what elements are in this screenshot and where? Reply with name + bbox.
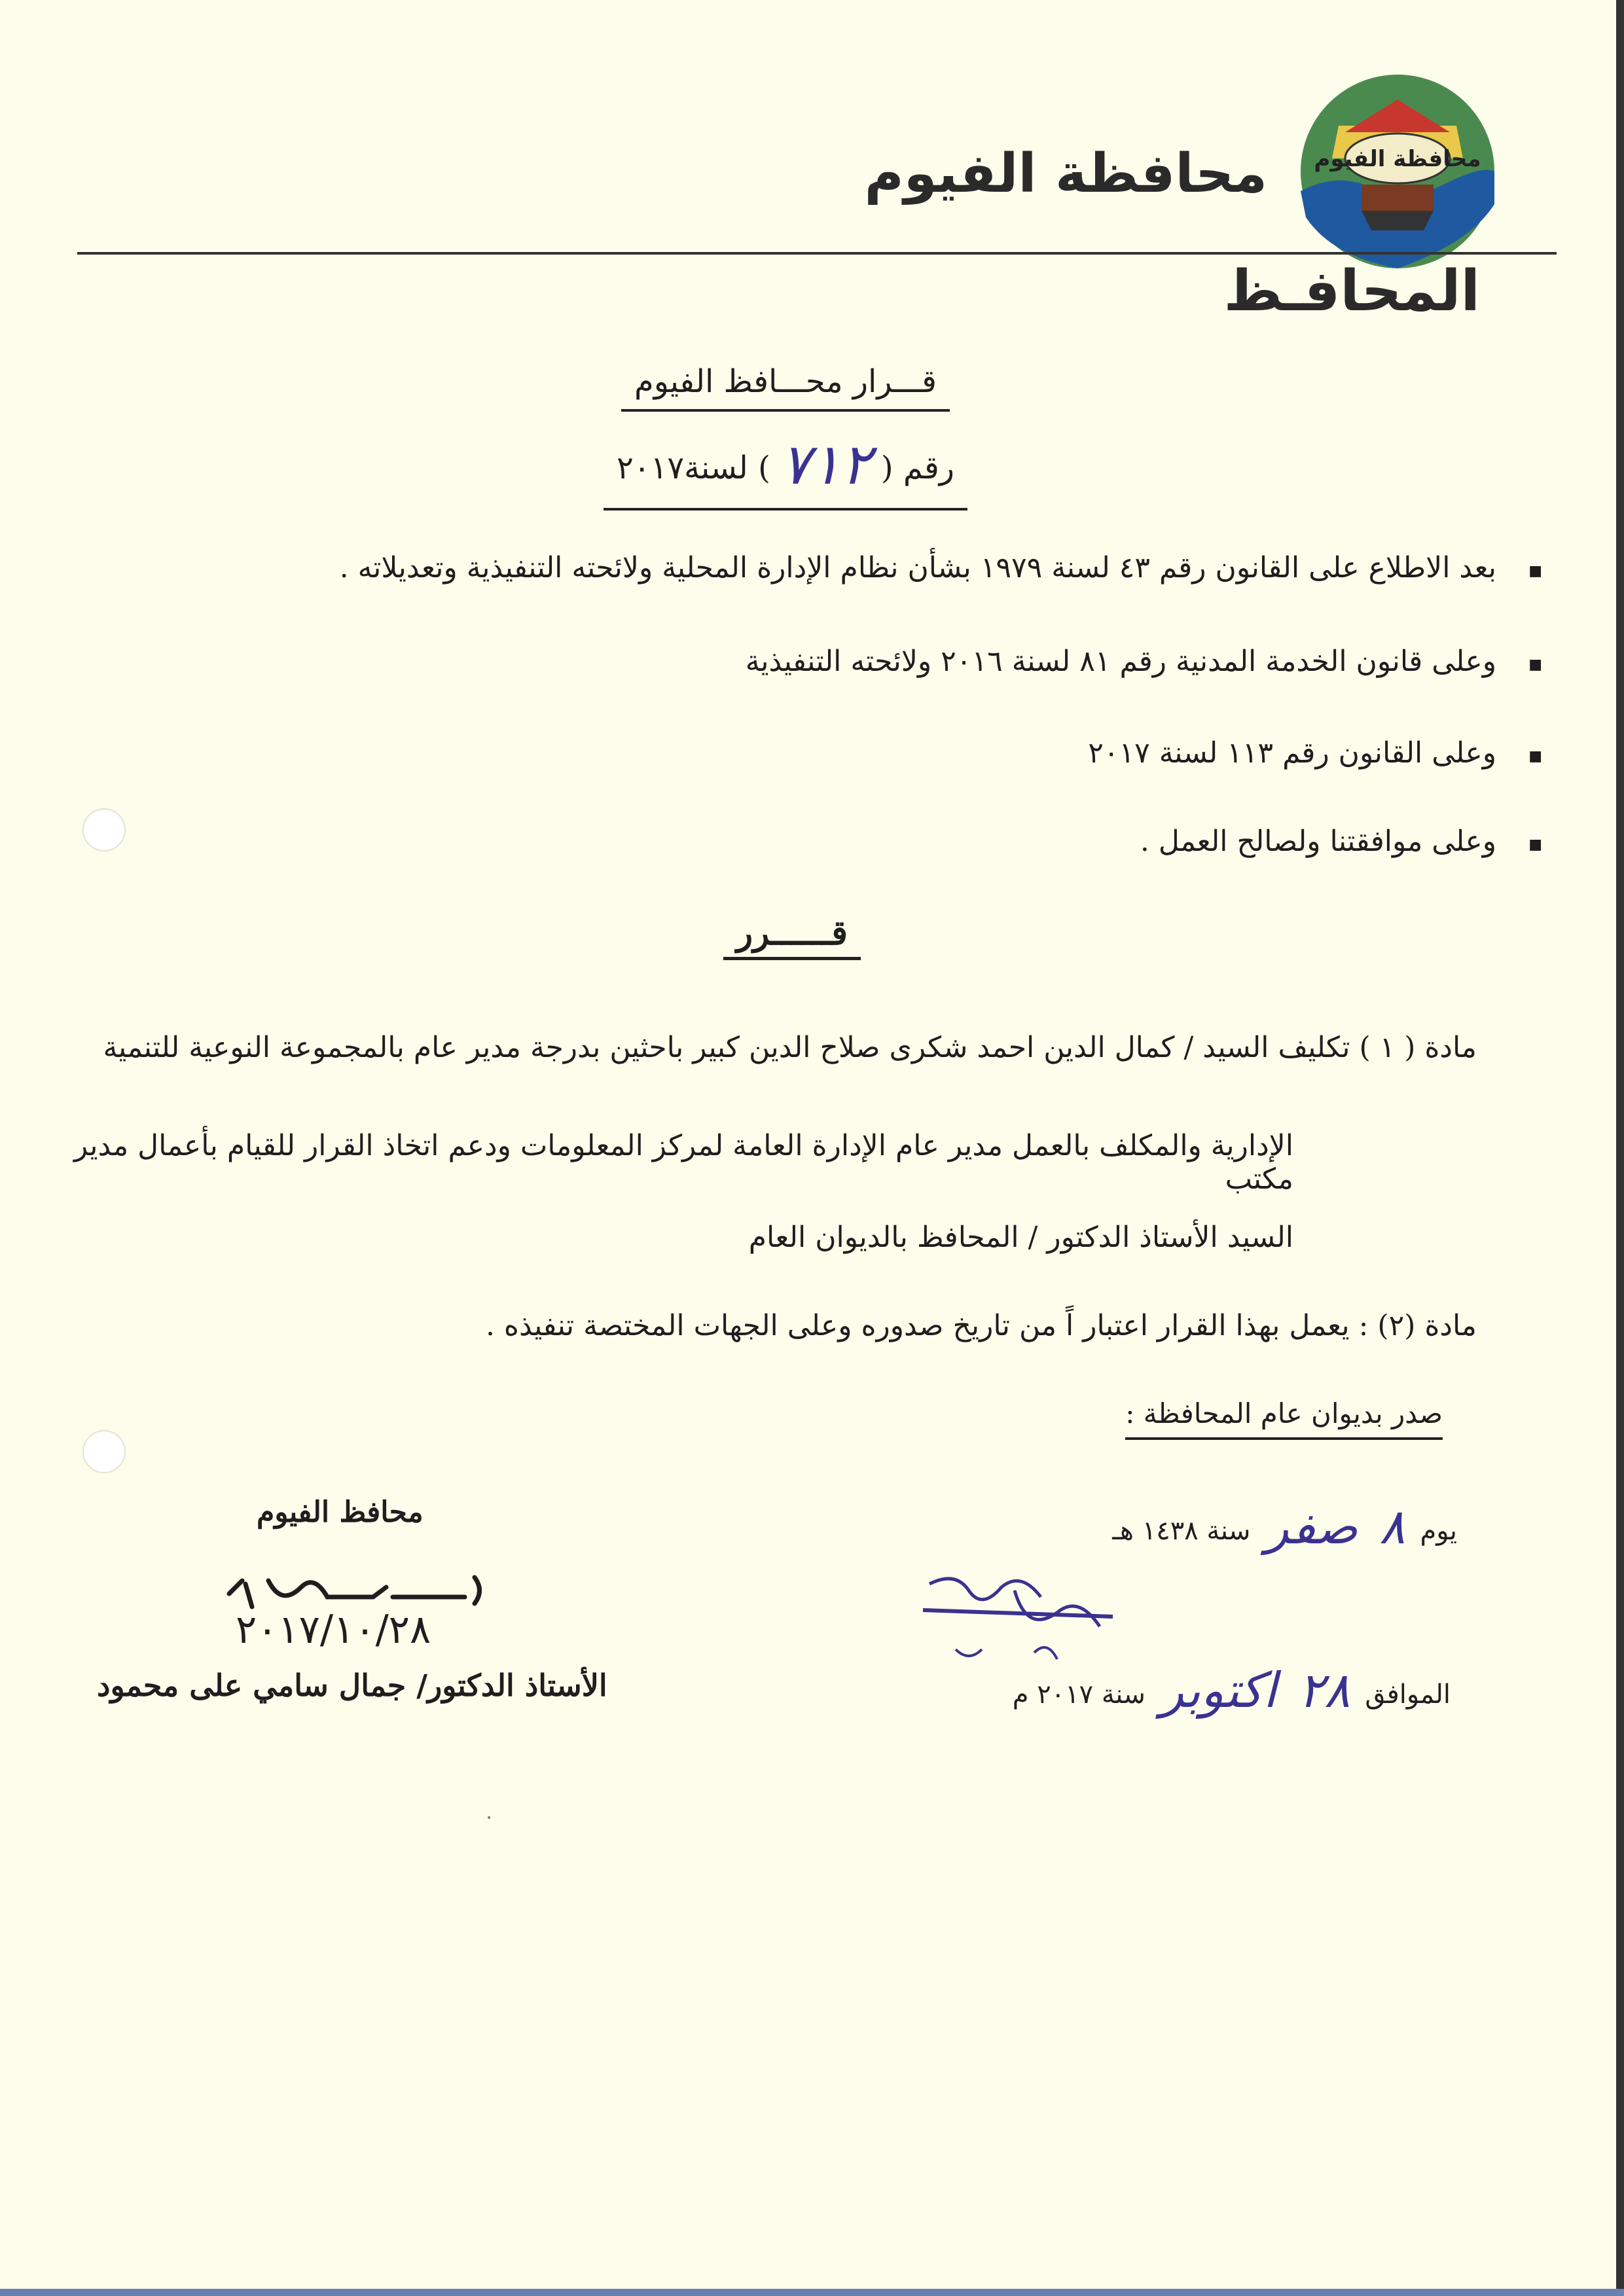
signature-date: ٢٠١٧/١٠/٢٨ <box>236 1607 431 1653</box>
article-1-line-1: مادة ( ١ ) تكليف السيد / كمال الدين احمد شكرى صلاح الدين كبير باحثين بدرجة مدير عام بالمجموعة النوعية للتنمية <box>103 1031 1477 1064</box>
signature-title: محافظ الفيوم <box>257 1496 424 1529</box>
hijri-date <box>1112 1499 1457 1555</box>
preamble-item: ■ وعلى القانون رقم ١١٣ لسنة ٢٠١٧ <box>1088 736 1496 770</box>
punch-hole <box>82 808 126 852</box>
greg-day: ٢٨ <box>1298 1662 1350 1719</box>
governor-name: الأستاذ الدكتور/ جمال سامي على محمود <box>97 1668 607 1703</box>
header-divider <box>77 252 1557 255</box>
decree-number-handwritten: ٧١٢ <box>780 432 871 497</box>
greg-label: الموافق <box>1365 1679 1451 1710</box>
decree-title <box>0 363 1571 412</box>
scan-speck <box>488 1816 490 1819</box>
hijri-day-label: يوم <box>1420 1516 1457 1546</box>
hijri-month: صفر <box>1265 1499 1358 1555</box>
issued-at-text: صدر بديوان عام المحافظة : <box>1125 1397 1443 1440</box>
office-title: المحافـظ <box>1223 259 1480 324</box>
governorate-logo <box>1299 73 1496 270</box>
punch-hole <box>82 1430 126 1473</box>
handwritten-initials <box>916 1564 1132 1676</box>
decree-number-prefix: رقم ( <box>880 450 954 486</box>
decided-heading <box>0 913 1584 960</box>
decided-heading-text: قــــــرر <box>723 913 861 960</box>
article-1-line-3: السيد الأستاذ الدكتور / المحافظ بالديوان العام <box>748 1221 1293 1254</box>
decree-title-text: قـــرار محـــافظ الفيوم <box>621 363 950 412</box>
article-1-line-2: الإدارية والمكلف بالعمل مدير عام الإدارة العامة لمركز المعلومات ودعم اتخاذ القرار للقيام بأعمال مدير مكتب <box>73 1129 1293 1196</box>
preamble-item: ■ وعلى قانون الخدمة المدنية رقم ٨١ لسنة ٢٠١٦ ولائحته التنفيذية <box>746 645 1496 678</box>
scan-edge-right <box>1616 0 1624 2296</box>
governorate-name: محافظة الفيوم <box>864 143 1267 205</box>
decree-number-suffix: ) لسنة٢٠١٧ <box>617 450 770 486</box>
gregorian-date <box>1013 1662 1451 1719</box>
scan-edge-bottom <box>0 2289 1624 2296</box>
logo-text: محافظة الفيوم <box>1314 146 1481 172</box>
greg-year: سنة ٢٠١٧ م <box>1012 1679 1146 1710</box>
preamble-item: ■ وعلى موافقتنا ولصالح العمل . <box>1140 825 1496 858</box>
decree-number-line <box>604 432 967 511</box>
preamble-item: ■ بعد الاطلاع على القانون رقم ٤٣ لسنة ١٩٧٩ بشأن نظام الإدارة المحلية ولائحته التنفيذية وتعديلاته . <box>340 551 1496 584</box>
article-2: مادة (٢) : يعمل بهذا القرار اعتبار اً من تاريخ صدوره وعلى الجهات المختصة تنفيذه . <box>485 1309 1477 1342</box>
hijri-day: ٨ <box>1379 1499 1405 1555</box>
issued-at <box>1125 1397 1443 1440</box>
greg-month: اكتوبر <box>1160 1662 1277 1719</box>
decree-number <box>0 432 1571 511</box>
hijri-year: سنة ١٤٣٨ هـ <box>1112 1516 1251 1546</box>
